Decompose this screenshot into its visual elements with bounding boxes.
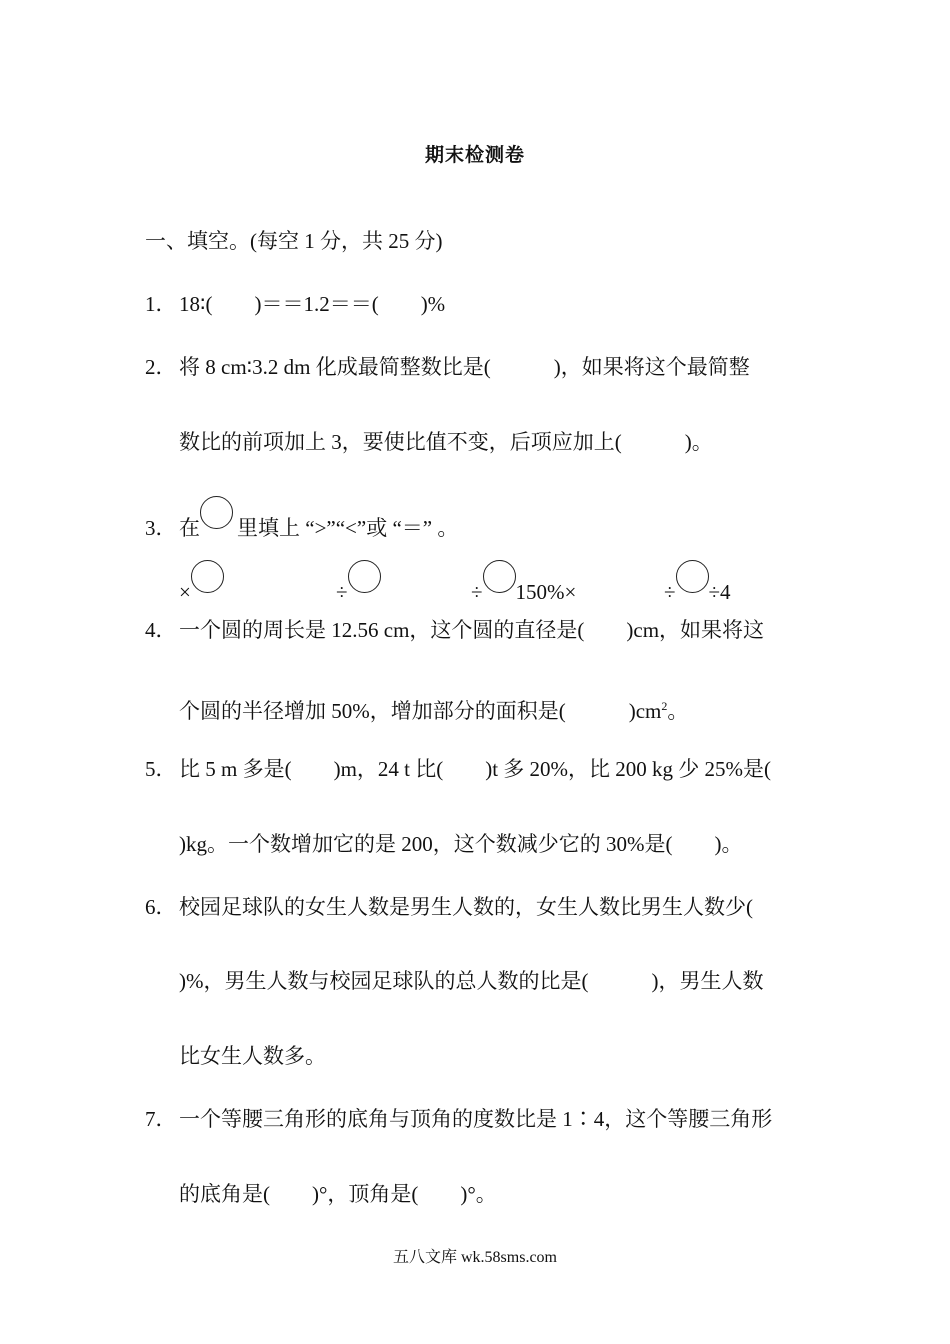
- answer-circle-icon: [200, 496, 233, 529]
- question-3: [145, 496, 458, 542]
- question-text: 比 5 m 多是( )m，24 t 比( )t 多 20%，比 200 kg 少 25%是(: [179, 757, 772, 781]
- question-5-line-2: )kg。一个数增加它的是 200，这个数减少它的 30%是( )。: [179, 832, 743, 856]
- compare-operator: ÷: [336, 580, 348, 604]
- question-number: 5．: [145, 757, 177, 781]
- question-text-end: 。: [667, 699, 689, 723]
- question-text: 校园足球队的女生人数是男生人数的，女生人数比男生人数少(: [179, 895, 753, 919]
- question-number: 1．: [145, 292, 177, 316]
- question-6: [145, 893, 753, 921]
- question-2-line-2: 数比的前项加上 3，要使比值不变，后项应加上( )。: [179, 430, 713, 454]
- superscript: 2: [661, 699, 668, 713]
- compare-operand: ÷4: [708, 580, 731, 604]
- section-heading: 一、填空。(每空 1 分，共 25 分): [145, 229, 443, 253]
- compare-operand: 150%×: [515, 580, 577, 604]
- question-7-line-2: 的底角是( )°，顶角是( )°。: [179, 1182, 497, 1206]
- question-number: 4．: [145, 618, 177, 642]
- question-1: [145, 290, 445, 318]
- question-6-line-2: )%，男生人数与校园足球队的总人数的比是( )，男生人数: [179, 969, 764, 993]
- compare-operator: ÷: [664, 580, 676, 604]
- page-title: 期末检测卷: [424, 144, 525, 166]
- question-4-line-2: [179, 692, 688, 725]
- question-text-post: 里填上 “>”“<”或 “＝” 。: [237, 516, 459, 540]
- question-number: 3．: [145, 516, 177, 540]
- question-4: [145, 616, 764, 644]
- answer-circle-icon: [483, 560, 516, 593]
- question-text-pre: 在: [179, 516, 200, 540]
- question-text: 一个圆的周长是 12.56 cm，这个圆的直径是( )cm，如果将这: [179, 618, 765, 642]
- question-text: 个圆的半径增加 50%，增加部分的面积是( )cm: [179, 699, 662, 723]
- question-number: 2．: [145, 355, 177, 379]
- compare-item-2: [336, 560, 381, 606]
- question-6-line-3: 比女生人数多。: [179, 1044, 326, 1068]
- question-5: [145, 755, 771, 783]
- compare-operator: ×: [179, 580, 191, 604]
- compare-item-4: [664, 560, 731, 606]
- answer-circle-icon: [191, 560, 224, 593]
- compare-operator: ÷: [471, 580, 483, 604]
- answer-circle-icon: [348, 560, 381, 593]
- question-7: [145, 1105, 772, 1133]
- compare-item-3: [471, 560, 576, 606]
- question-number: 7．: [145, 1107, 177, 1131]
- question-text: 将 8 cm∶3.2 dm 化成最简整数比是( )，如果将这个最简整: [179, 355, 750, 379]
- question-2: [145, 353, 750, 381]
- answer-circle-icon: [676, 560, 709, 593]
- question-number: 6．: [145, 895, 177, 919]
- footer-watermark: 五八文库 wk.58sms.com: [392, 1249, 557, 1266]
- question-text: 一个等腰三角形的底角与顶角的度数比是 1∶4，这个等腰三角形: [179, 1107, 773, 1131]
- compare-item-1: [179, 560, 224, 606]
- question-text: 18∶( )＝＝1.2＝＝( )%: [179, 292, 446, 316]
